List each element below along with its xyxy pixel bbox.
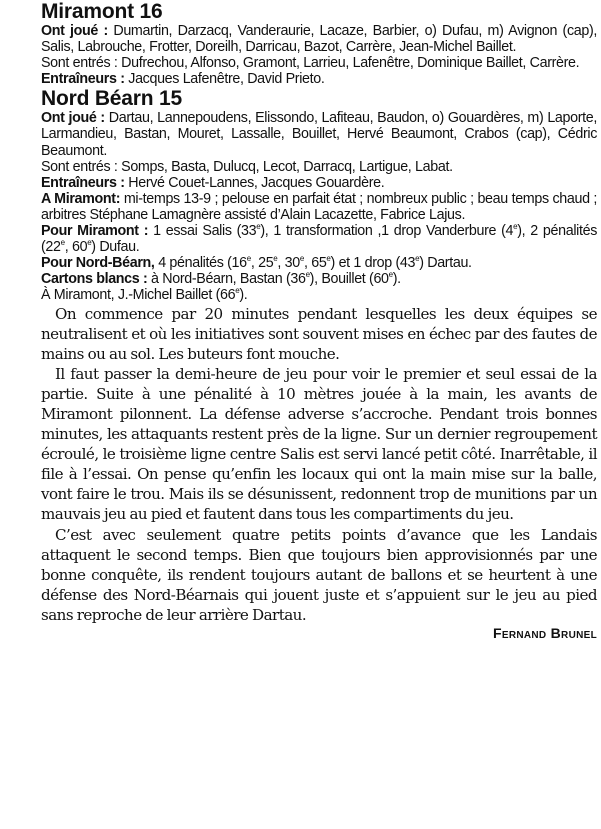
cards-text: à Nord-Béarn, Bastan (36	[151, 271, 306, 288]
article-paragraph: C’est avec seulement quatre petits points d’avance que les Landais attaquent le second temps. Bien que toujours bien approvisionnés par une bonne conquête, ils rendent toujours autant de ballons et se heurtent à une défense des Nord-Béarnais qui jouent juste et s’appuient sur le jeu au pied sans reproche de leur arrière Dartau.	[41, 525, 597, 624]
cards-label: Cartons blancs :	[41, 271, 148, 288]
scoring1-text: ), 1 transformation ,1 drop Vanderbure (4	[260, 223, 514, 240]
team2-coaches-label: Entraîneurs :	[41, 174, 125, 191]
team2-lineup	[41, 110, 597, 158]
cards-text: À Miramont, J.-Michel Baillet (66	[41, 287, 236, 304]
ordinal-sup: e	[326, 254, 331, 264]
scoring1-text: , 60	[64, 239, 88, 256]
scoring-miramont	[41, 223, 597, 255]
team2-coaches	[41, 175, 597, 191]
match-venue	[41, 191, 597, 223]
team2-played-text: Dartau, Lannepoudens, Elissondo, Lafiteau, Baudon, o) Gouardères, m) Laporte, Larmandieu, Bastan, Mouret, Lassalle, Bouillet, Hervé Beaumont, Crabos (cap), Cédric Beaumont.	[41, 110, 597, 159]
cards-line2	[41, 287, 597, 303]
ordinal-sup: e	[273, 254, 278, 264]
article-paragraph: On commence par 20 minutes pendant lesquelles les deux équipes se neutralisent et où les initiatives sont souvent mises en échec par des fautes de mains ou au sol. Les buteurs font mouche.	[41, 304, 597, 363]
team2-coaches-text: Hervé Couet-Lannes, Jacques Gouardère.	[128, 174, 385, 191]
article-paragraph: Il faut passer la demi-heure de jeu pour voir le premier et seul essai de la partie. Suite à une pénalité à 10 mètres jouée à la main, les avants de Miramont pilonnent. La défense adverse s’accroche. Pendant trois bonnes minutes, les attaquants restent près de la ligne. Sur un dernier regroupement écroulé, le troisième ligne centre Salis est servi lancé petit côté. Inarrêtable, il file à l’essai. On pense qu’enfin les locaux qui ont la main mise sur la balle, vont faire le trou. Mais ils se désunissent, redonnent trop de munitions par un mauvais jeu au pied et fautent dans tous les compartiments du jeu.	[41, 364, 597, 524]
ordinal-sup: e	[305, 270, 310, 280]
cards	[41, 271, 597, 287]
ordinal-sup: e	[299, 254, 304, 264]
team1-title: Miramont 16	[41, 0, 163, 23]
scoring2-text: ) et 1 drop (43	[330, 255, 416, 272]
ordinal-sup: e	[246, 254, 251, 264]
scoring-nord-bearn	[41, 255, 597, 271]
ordinal-sup: e	[87, 238, 92, 248]
team2-title: Nord Béarn 15	[41, 87, 182, 111]
scoring2-text: , 30	[277, 255, 300, 272]
venue-text: mi-temps 13-9 ; pelouse en parfait état ; nombreux public ; beau temps chaud ; arbitres Stéphane Lamagnère assisté d’Alain Lacazette, Fabrice Lajus.	[41, 190, 598, 223]
team1-played-text: Dumartin, Darzacq, Vanderaurie, Lacaze, Barbier, o) Dufau, m) Avignon (cap), Salis, Labrouche, Frotter, Doreilh, Darricau, Bazot, Carrère, Jean-Michel Baillet.	[41, 23, 598, 56]
team1-subs: Sont entrés : Dufrechou, Alfonso, Gramont, Larrieu, Lafenêtre, Dominique Baillet, Carrère.	[41, 55, 580, 72]
ordinal-sup: e	[256, 222, 261, 232]
scoring1-text: 1 essai Salis (33	[153, 223, 257, 240]
scoring1-text: ) Dufau.	[91, 239, 140, 256]
team1-coaches-label: Entraîneurs :	[41, 71, 125, 88]
author-signature: Fernand Brunel	[493, 625, 597, 641]
ordinal-sup: e	[513, 222, 518, 232]
cards-text: ).	[239, 287, 248, 304]
cards-text: ), Bouillet (60	[309, 271, 389, 288]
team1-coaches-text: Jacques Lafenêtre, David Prieto.	[128, 71, 325, 88]
team1-played-label: Ont joué :	[41, 23, 108, 39]
scoring2-text: , 25	[250, 255, 274, 272]
team1-coaches	[41, 71, 597, 87]
cards-text: ).	[392, 271, 401, 288]
scoring2-text: ) Dartau.	[419, 255, 472, 272]
ordinal-sup: e	[60, 238, 65, 248]
ordinal-sup: e	[235, 286, 240, 296]
team2-played-label: Ont joué :	[41, 110, 105, 127]
ordinal-sup: e	[415, 254, 420, 264]
team1-lineup	[41, 23, 597, 55]
scoring1-label: Pour Miramont :	[41, 223, 149, 240]
article-body	[41, 304, 597, 626]
team2-subs: Sont entrés : Somps, Basta, Dulucq, Lecot, Darracq, Lartigue, Labat.	[41, 158, 453, 175]
scoring2-label: Pour Nord-Béarn,	[41, 255, 155, 272]
scoring2-text: , 65	[303, 255, 327, 272]
ordinal-sup: e	[388, 270, 393, 280]
scoring1-text: ), 2 pénalités (22	[41, 223, 597, 256]
scoring2-text: 4 pénalités (16	[158, 255, 247, 272]
venue-label: A Miramont:	[41, 190, 121, 207]
